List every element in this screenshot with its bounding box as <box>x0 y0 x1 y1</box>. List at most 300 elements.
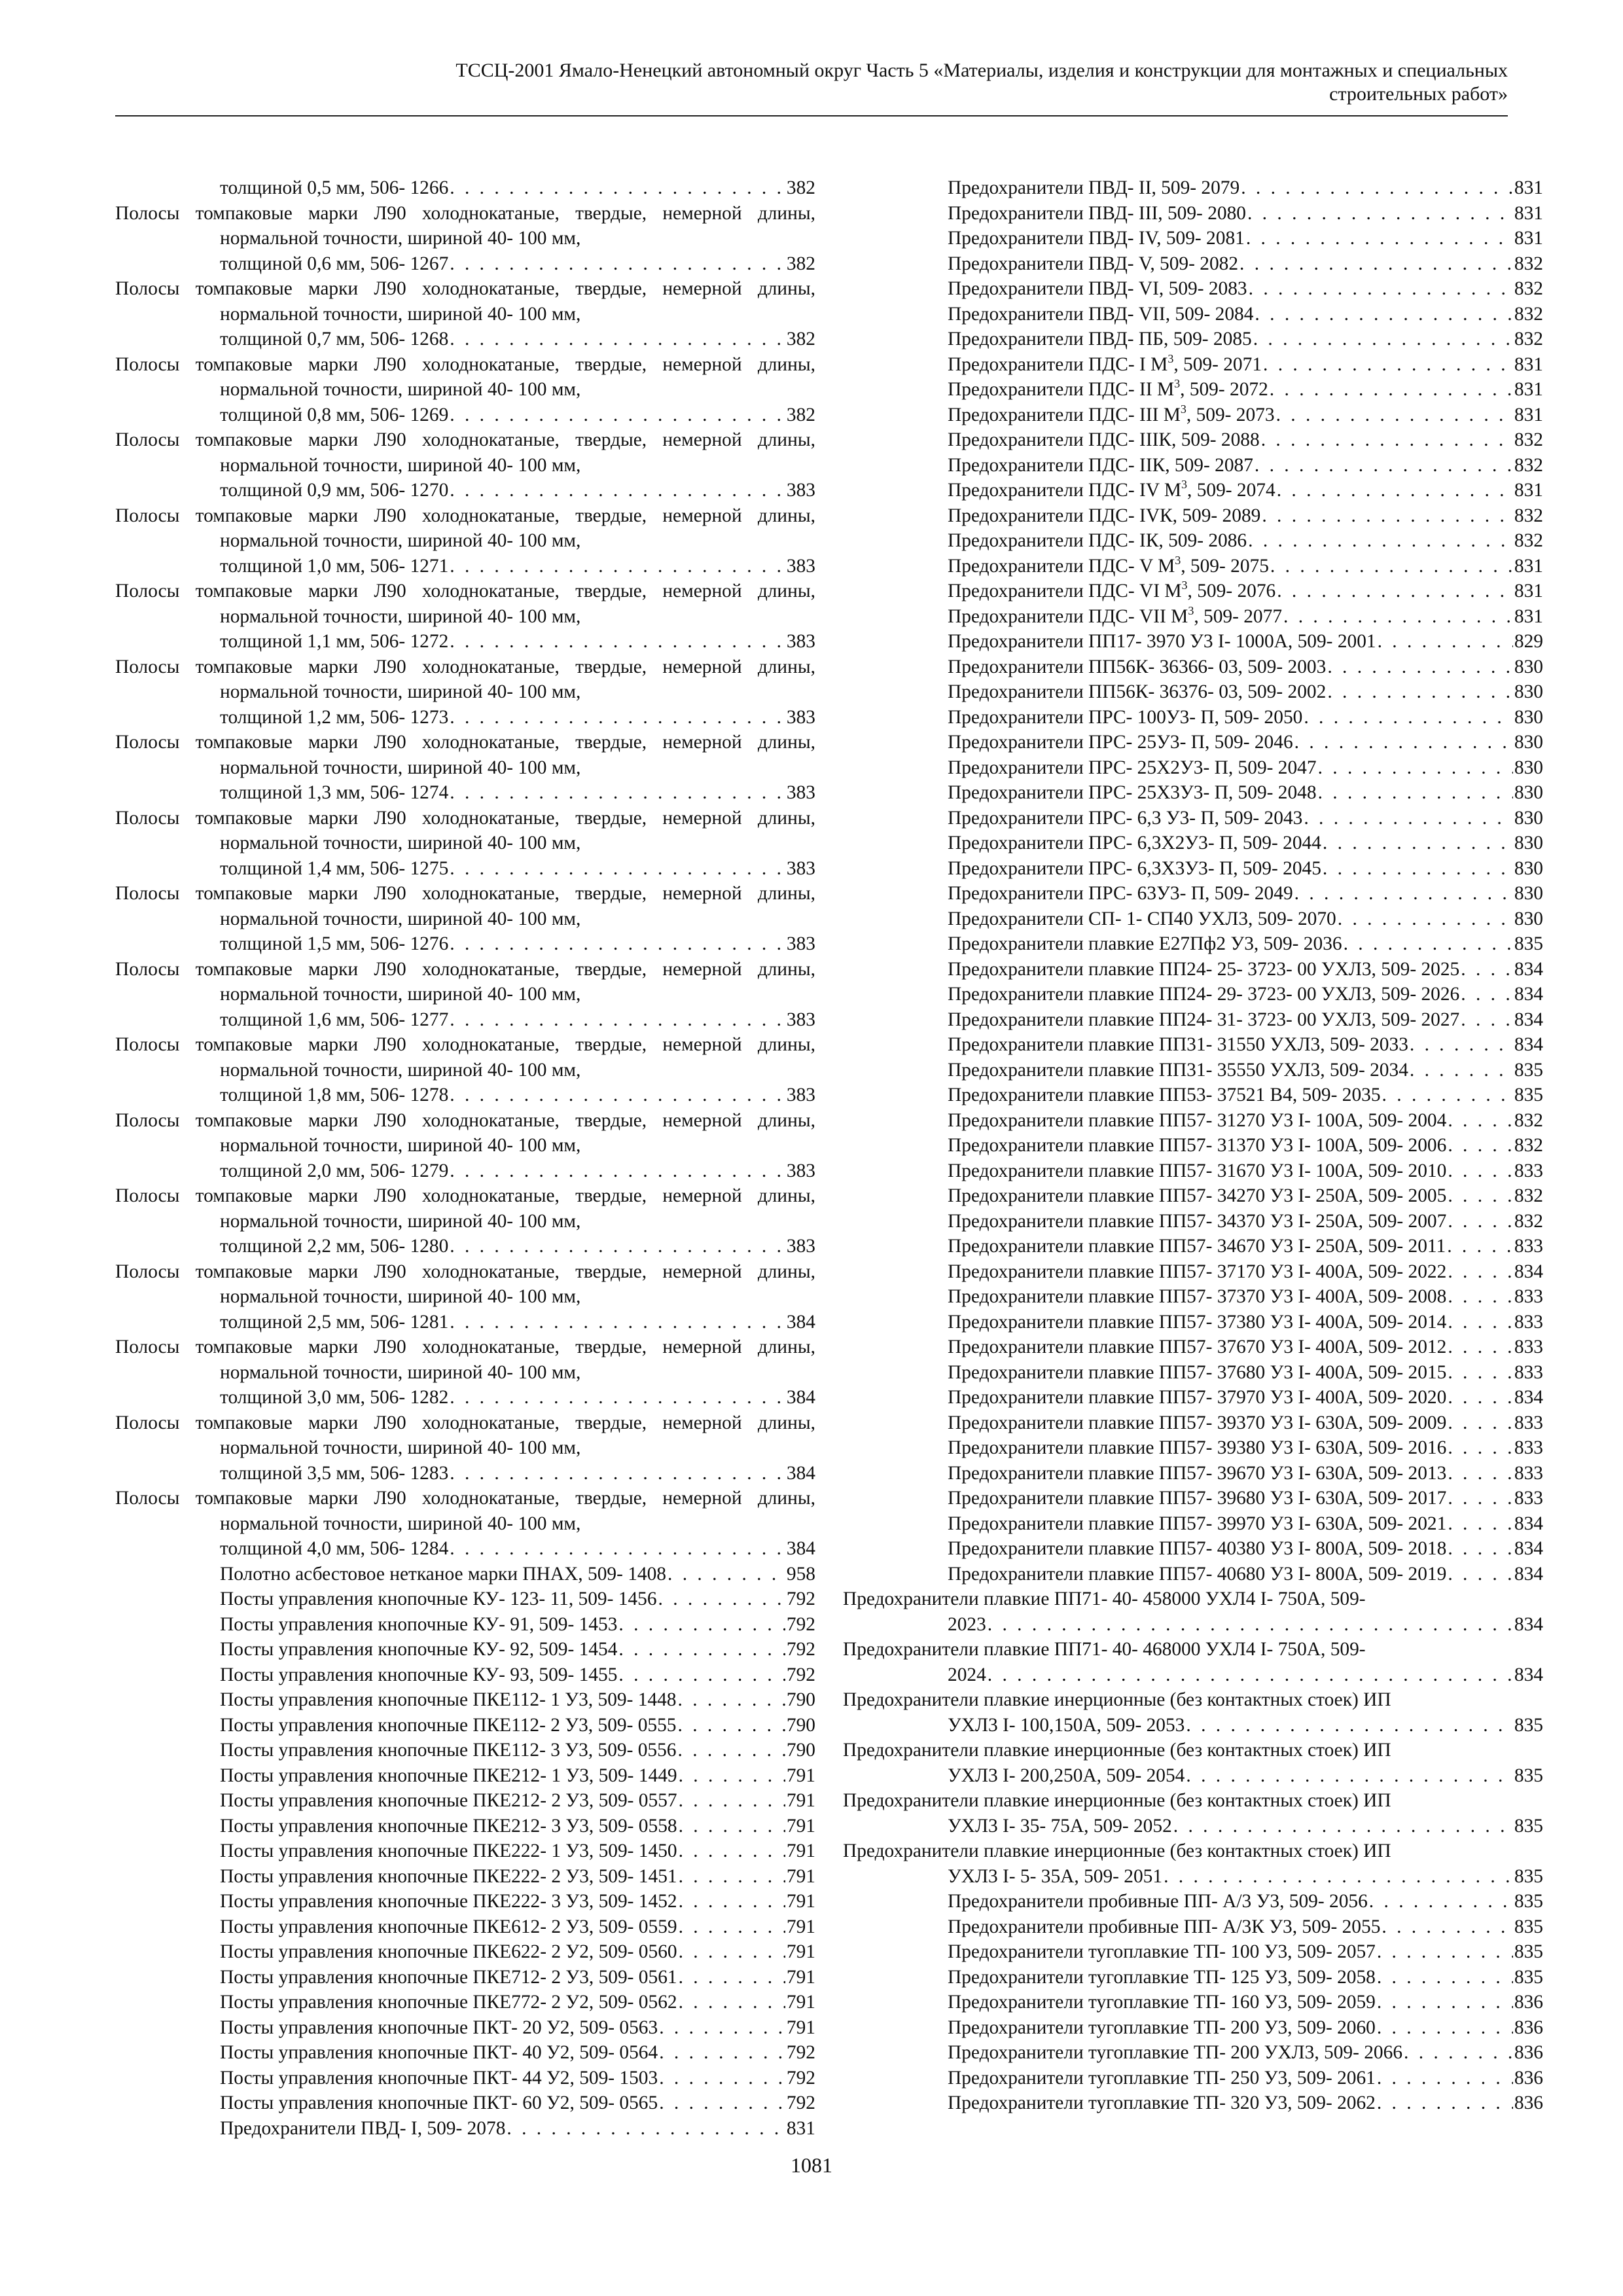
entry-line <box>948 1914 1543 1940</box>
superscript: 3 <box>1188 603 1194 617</box>
entry-line <box>220 1965 815 1990</box>
entry-page-number: 831 <box>786 2117 815 2139</box>
entry-title: Предохранители плавкие ПП57- 34670 У3 I- 250А, 509- 2011 <box>948 1236 1446 1257</box>
dot-leader <box>450 1007 785 1033</box>
dot-leader <box>1344 931 1513 957</box>
index-entry <box>115 1662 815 1688</box>
entry-page-number: 791 <box>786 1840 815 1861</box>
entry-page-number: 835 <box>1514 1059 1543 1081</box>
index-entry <box>843 175 1543 201</box>
index-entry <box>115 1032 815 1108</box>
entry-text <box>948 1410 1446 1436</box>
entry-lead-text: Полосы томпаковые марки Л90 холоднокатаные, твердые, немерной длины, нормальной точности, шириной 40- 100 мм, <box>115 1109 815 1156</box>
entry-line <box>948 906 1543 932</box>
entry-line <box>220 1310 815 1335</box>
entry-lead-text: Полосы томпаковые марки Л90 холоднокатаные, твердые, немерной длины, нормальной точности, шириной 40- 100 мм, <box>115 278 815 325</box>
dot-leader <box>1277 579 1513 604</box>
entry-text <box>948 780 1317 806</box>
entry-title: Предохранители плавкие ПП57- 37170 У3 I- 400А, 509- 2022 <box>948 1261 1447 1282</box>
index-entry <box>843 1562 1543 1587</box>
entry-text <box>948 453 1253 478</box>
entry-code: , 509- 2076 <box>1187 581 1276 601</box>
entry-page-number: 833 <box>1514 1236 1543 1257</box>
entry-title: Предохранители плавкие ПП57- 37380 У3 I- 400А, 509- 2014 <box>948 1311 1447 1333</box>
entry-title: толщиной 0,8 мм, 506- 1269 <box>220 404 449 425</box>
entry-page-number: 832 <box>1514 303 1543 325</box>
entry-text <box>948 1562 1446 1587</box>
entry-title: толщиной 3,0 мм, 506- 1282 <box>220 1387 449 1408</box>
dot-leader <box>1255 453 1513 478</box>
entry-text <box>948 554 1269 579</box>
entry-page-number: 958 <box>786 1563 815 1585</box>
index-entry <box>115 1965 815 1990</box>
dot-leader <box>679 1965 785 1990</box>
entry-page-number: 835 <box>1514 1815 1543 1837</box>
entry-page-number: 384 <box>786 1311 815 1333</box>
entry-code: , 509- 2073 <box>1186 404 1275 425</box>
entry-lead-text: Полосы томпаковые марки Л90 холоднокатаные, твердые, немерной длины, нормальной точности, шириной 40- 100 мм, <box>115 656 815 702</box>
entry-title: толщиной 1,5 мм, 506- 1276 <box>220 933 449 954</box>
entry-title: толщиной 0,7 мм, 506- 1268 <box>220 329 449 350</box>
entry-line <box>948 1360 1543 1386</box>
entry-title: Полотно асбестовое нетканое марки ПНАХ, 509- 1408 <box>220 1563 666 1585</box>
entry-page-number: 830 <box>1514 833 1543 853</box>
entry-line <box>220 1788 815 1814</box>
entry-text <box>948 2040 1402 2066</box>
dot-leader <box>678 1738 785 1763</box>
index-entry <box>115 2015 815 2041</box>
entry-page-number: 836 <box>1514 2092 1543 2113</box>
dot-leader <box>1369 1889 1513 1914</box>
index-entry <box>843 276 1543 302</box>
entry-title: Предохранители ПДС- I М <box>948 353 1168 375</box>
dot-leader <box>988 1662 1513 1688</box>
entry-title: Предохранители ПРС- 25Х3У3- П, 509- 2048 <box>948 782 1317 803</box>
entry-title: Предохранители ПДС- III М <box>948 404 1181 425</box>
entry-title: Посты управления кнопочные ПКЕ112- 3 У3, 509- 0556 <box>220 1740 677 1761</box>
entry-text <box>948 1133 1446 1158</box>
entry-line <box>948 1612 1543 1638</box>
dot-leader <box>678 1687 785 1713</box>
entry-title: толщиной 1,6 мм, 506- 1277 <box>220 1009 449 1030</box>
dot-leader <box>450 1461 785 1486</box>
index-entry <box>115 1612 815 1638</box>
entry-line <box>220 2116 815 2142</box>
entry-line <box>948 982 1543 1007</box>
index-entry <box>843 201 1543 226</box>
entry-line <box>220 1536 815 1562</box>
entry-text <box>948 528 1247 554</box>
entry-text <box>948 403 1275 428</box>
entry-page-number: 832 <box>1514 454 1543 476</box>
entry-title: Предохранители ПРС- 100У3- П, 509- 2050 <box>948 706 1303 728</box>
dot-leader <box>1410 1058 1513 1083</box>
dot-leader <box>679 1914 785 1940</box>
entry-title: Предохранители ПРС- 6,3Х3У3- П, 509- 2045 <box>948 857 1321 879</box>
index-entry <box>115 1738 815 1763</box>
entry-lead-text: Предохранители плавкие инерционные (без контактных стоек) ИП <box>843 1689 1391 1710</box>
entry-text <box>948 1914 1380 1940</box>
entry-title: Предохранители ПВД- V, 509- 2082 <box>948 253 1239 274</box>
index-entry <box>115 1108 815 1184</box>
entry-line <box>220 1612 815 1638</box>
entry-page-number: 834 <box>1514 1563 1543 1585</box>
entry-title: Посты управления кнопочные ПКЕ212- 3 У3, 509- 0558 <box>220 1815 677 1837</box>
index-entry <box>843 478 1543 503</box>
entry-line <box>948 1939 1543 1965</box>
entry-text <box>948 1814 1172 1839</box>
dot-leader <box>450 931 785 957</box>
entry-line <box>948 1108 1543 1134</box>
entry-title: Посты управления кнопочные ПКЕ212- 1 У3, 509- 1449 <box>220 1765 677 1786</box>
index-entry <box>843 302 1543 327</box>
entry-title: толщиной 1,2 мм, 506- 1273 <box>220 706 449 728</box>
entry-line <box>220 1939 815 1965</box>
entry-text <box>948 1965 1376 1990</box>
index-entry <box>843 2090 1543 2116</box>
entry-title: Посты управления кнопочные ПКЕ772- 2 У2, 509- 0562 <box>220 1992 677 2013</box>
entry-line <box>220 403 815 428</box>
entry-text <box>948 1058 1408 1083</box>
entry-title: Предохранители ПДС- VI М <box>948 581 1182 601</box>
entry-title: Посты управления кнопочные КУ- 92, 509- 1454 <box>220 1639 618 1660</box>
entry-title: Предохранители ПП17- 3970 У3 I- 1000А, 509- 2001 <box>948 631 1376 652</box>
entry-line <box>948 1209 1543 1234</box>
entry-page-number: 835 <box>1514 1865 1543 1887</box>
entry-text <box>948 1385 1446 1410</box>
dot-leader <box>450 856 785 882</box>
index-entry <box>843 679 1543 705</box>
dot-leader <box>668 1562 785 1587</box>
entry-title: УХЛ3 I- 200,250А, 509- 2054 <box>948 1765 1185 1786</box>
entry-title: Предохранители тугоплавкие ТП- 320 У3, 509- 2062 <box>948 2092 1376 2113</box>
entry-text <box>948 1108 1446 1134</box>
index-entry <box>843 579 1543 604</box>
dot-leader <box>450 251 785 277</box>
entry-text <box>948 276 1247 302</box>
entry-text <box>220 2066 658 2091</box>
entry-line <box>948 1662 1543 1688</box>
entry-text <box>948 1335 1446 1360</box>
entry-title: Предохранители плавкие ПП57- 31670 У3 I- 100А, 509- 2010 <box>948 1160 1447 1181</box>
entry-text <box>220 1864 677 1890</box>
entry-page-number: 830 <box>1514 732 1543 753</box>
entry-page-number: 791 <box>786 1992 815 2013</box>
entry-text <box>948 806 1302 831</box>
dot-leader <box>1270 377 1513 403</box>
entry-title: Посты управления кнопочные ПКЕ112- 2 У3, 509- 0555 <box>220 1714 677 1736</box>
entry-title: Предохранители плавкие ПП24- 25- 3723- 00 УХЛ3, 509- 2025 <box>948 958 1460 980</box>
entry-title: Предохранители пробивные ПП- А/3 У3, 509- 2056 <box>948 1891 1368 1912</box>
entry-line <box>948 1814 1543 1839</box>
entry-line <box>948 1234 1543 1259</box>
index-entry <box>843 554 1543 579</box>
index-entry <box>843 831 1543 856</box>
entry-title: Предохранители плавкие ПП57- 37970 У3 I- 400А, 509- 2020 <box>948 1387 1447 1408</box>
entry-line <box>220 2015 815 2041</box>
dot-leader <box>1448 1183 1513 1209</box>
index-entry <box>115 806 815 882</box>
entry-title: Предохранители плавкие ПП57- 40380 У3 I- 800А, 509- 2018 <box>948 1538 1447 1559</box>
dot-leader <box>679 1763 785 1789</box>
entry-text <box>948 1284 1446 1310</box>
superscript: 3 <box>1181 579 1188 592</box>
index-entry <box>115 427 815 503</box>
entry-line <box>948 453 1543 478</box>
index-entry <box>843 1133 1543 1158</box>
entry-title: Посты управления кнопочные ПКЕ222- 2 У3, 509- 1451 <box>220 1865 677 1887</box>
entry-text <box>948 1183 1446 1209</box>
entry-text <box>948 655 1326 680</box>
index-entry <box>115 1183 815 1259</box>
entry-page-number: 832 <box>1514 429 1543 450</box>
entry-text <box>220 2090 658 2116</box>
index-entry <box>843 906 1543 932</box>
header-line-2: строительных работ» <box>1329 83 1508 105</box>
entry-line <box>948 931 1543 957</box>
index-entry <box>843 1637 1543 1687</box>
entry-text <box>220 175 448 201</box>
index-entry <box>843 1310 1543 1335</box>
entry-lead-text: Полосы томпаковые марки Л90 холоднокатаные, твердые, немерной длины, нормальной точности, шириной 40- 100 мм, <box>115 202 815 249</box>
index-entry <box>843 1007 1543 1033</box>
entry-page-number: 792 <box>786 1664 815 1685</box>
entry-text <box>948 251 1238 277</box>
entry-page-number: 382 <box>786 404 815 425</box>
entry-page-number: 792 <box>786 1613 815 1635</box>
index-entry <box>843 982 1543 1007</box>
entry-line <box>220 1687 815 1713</box>
entry-page-number: 791 <box>786 1916 815 1937</box>
superscript: 3 <box>1168 351 1174 365</box>
entry-page-number: 835 <box>1514 933 1543 954</box>
index-entry <box>843 2015 1543 2041</box>
index-entry <box>115 1259 815 1335</box>
entry-lead-text: Предохранители плавкие инерционные (без контактных стоек) ИП <box>843 1840 1391 1861</box>
entry-title: Посты управления кнопочные ПКЕ112- 1 У3, 509- 1448 <box>220 1689 677 1710</box>
entry-text <box>220 1234 448 1259</box>
dot-leader <box>1323 831 1513 856</box>
entry-title: Посты управления кнопочные КУ- 123- 11, 509- 1456 <box>220 1588 657 1609</box>
index-entry <box>843 1385 1543 1410</box>
dot-leader <box>450 705 785 730</box>
entry-page-number: 792 <box>786 2067 815 2089</box>
entry-text <box>220 327 448 352</box>
entry-title: Предохранители ПДС- V М <box>948 555 1175 577</box>
dot-leader <box>679 1939 785 1965</box>
index-entry <box>843 2066 1543 2091</box>
entry-line <box>220 856 815 882</box>
superscript: 3 <box>1175 553 1181 567</box>
dot-leader <box>1249 276 1513 302</box>
dot-leader <box>1448 1335 1513 1360</box>
dot-leader <box>1270 554 1513 579</box>
entry-line <box>948 806 1543 831</box>
entry-line <box>220 1637 815 1662</box>
entry-title: Предохранители плавкие ПП53- 37521 В4, 509- 2035 <box>948 1085 1381 1105</box>
entry-line <box>948 629 1543 655</box>
entry-page-number: 790 <box>786 1714 815 1736</box>
dot-leader <box>1410 1032 1513 1058</box>
entry-title: Посты управления кнопочные ПКЕ222- 3 У3, 509- 1452 <box>220 1891 677 1912</box>
entry-text <box>948 427 1260 453</box>
entry-line <box>948 352 1543 378</box>
entry-title: Предохранители тугоплавкие ТП- 250 У3, 509- 2061 <box>948 2067 1376 2089</box>
entry-title: Предохранители плавкие ПП57- 34270 У3 I- 250А, 509- 2005 <box>948 1185 1447 1206</box>
entry-text <box>948 1310 1446 1335</box>
index-entry <box>843 377 1543 403</box>
entry-page-number: 383 <box>786 480 815 501</box>
entry-page-number: 792 <box>786 1588 815 1609</box>
index-entry <box>843 528 1543 554</box>
entry-page-number: 834 <box>1514 1664 1543 1685</box>
entry-title: Предохранители плавкие ПП57- 37370 У3 I- 400А, 509- 2008 <box>948 1286 1447 1307</box>
dot-leader <box>1448 1385 1513 1410</box>
entry-text <box>948 1990 1376 2015</box>
dot-leader <box>659 2066 785 2091</box>
index-entry <box>115 1687 815 1713</box>
superscript: 3 <box>1181 478 1187 491</box>
entry-text <box>948 1158 1446 1184</box>
entry-title: толщиной 3,5 мм, 506- 1283 <box>220 1462 449 1484</box>
dot-leader <box>618 1612 785 1638</box>
dot-leader <box>1461 957 1513 982</box>
entry-page-number: 832 <box>1514 1109 1543 1131</box>
entry-title: Предохранители плавкие ПП57- 39380 У3 I- 630А, 509- 2016 <box>948 1437 1447 1458</box>
entry-text <box>220 2015 658 2041</box>
entry-line <box>220 931 815 957</box>
entry-text <box>220 2116 505 2142</box>
index-entry <box>115 1486 815 1562</box>
entry-text <box>948 175 1240 201</box>
entry-title: Посты управления кнопочные ПКТ- 60 У2, 509- 0565 <box>220 2092 658 2113</box>
entry-page-number: 832 <box>1514 505 1543 526</box>
entry-page-number: 383 <box>786 631 815 652</box>
superscript: 3 <box>1174 377 1181 390</box>
entry-text <box>220 1788 677 1814</box>
entry-line <box>948 1007 1543 1033</box>
entry-title: Посты управления кнопочные ПКЕ622- 2 У2, 509- 0560 <box>220 1941 677 1962</box>
entry-line <box>948 2015 1543 2041</box>
index-entry <box>843 1990 1543 2015</box>
entry-text <box>220 931 448 957</box>
entry-line <box>220 1763 815 1789</box>
entry-line <box>948 1158 1543 1184</box>
dot-leader <box>450 1536 785 1562</box>
entry-line <box>948 1889 1543 1914</box>
entry-text <box>220 1562 666 1587</box>
entry-page-number: 791 <box>786 1966 815 1988</box>
entry-line <box>220 705 815 730</box>
entry-line <box>948 1864 1543 1890</box>
entry-lead-text: Предохранители плавкие ПП71- 40- 468000 УХЛ4 I- 750А, 509- <box>843 1639 1366 1660</box>
dot-leader <box>1247 201 1513 226</box>
index-entry <box>843 1536 1543 1562</box>
entry-title: Предохранители плавкие ПП57- 37670 У3 I- 400А, 509- 2012 <box>948 1336 1447 1357</box>
entry-page-number: 830 <box>1514 883 1543 904</box>
dot-leader <box>1448 1410 1513 1436</box>
entry-line <box>948 856 1543 882</box>
entry-text <box>948 1234 1446 1259</box>
entry-line <box>220 1385 815 1410</box>
running-header <box>115 59 1508 106</box>
dot-leader <box>1318 755 1513 781</box>
dot-leader <box>618 1637 785 1662</box>
entry-lead-text: Полосы томпаковые марки Л90 холоднокатаные, твердые, немерной длины, нормальной точности, шириной 40- 100 мм, <box>115 1185 815 1232</box>
entry-text <box>220 554 448 579</box>
entry-title: Предохранители тугоплавкие ТП- 200 У3, 509- 2060 <box>948 2017 1376 2038</box>
entry-title: толщиной 1,3 мм, 506- 1274 <box>220 782 449 803</box>
entry-line <box>220 478 815 503</box>
entry-lead-text: Полосы томпаковые марки Л90 холоднокатаные, твердые, немерной длины, нормальной точности, шириной 40- 100 мм, <box>115 429 815 476</box>
entry-line <box>220 1562 815 1587</box>
index-column-left <box>115 175 815 2141</box>
entry-line <box>948 1410 1543 1436</box>
index-entry <box>843 1360 1543 1386</box>
entry-page-number: 830 <box>1514 681 1543 702</box>
entry-line <box>948 1965 1543 1990</box>
entry-line <box>948 604 1543 630</box>
entry-page-number: 830 <box>1514 807 1543 829</box>
entry-page-number: 383 <box>786 1160 815 1181</box>
index-entry <box>843 1965 1543 1990</box>
entry-text <box>948 856 1321 882</box>
entry-title: толщиной 0,5 мм, 506- 1266 <box>220 177 449 198</box>
entry-page-number: 790 <box>786 1740 815 1761</box>
index-entry <box>843 1335 1543 1360</box>
entry-page-number: 836 <box>1514 1992 1543 2013</box>
index-entry <box>115 655 815 730</box>
dot-leader <box>450 629 785 655</box>
dot-leader <box>658 1587 785 1612</box>
entry-title: Предохранители ПДС- VII М <box>948 605 1188 627</box>
entry-text <box>220 1612 617 1638</box>
entry-title: Предохранители ПВД- VII, 509- 2084 <box>948 303 1254 325</box>
index-entry <box>843 629 1543 655</box>
entry-title: Предохранители плавкие Е27Пф2 У3, 509- 2036 <box>948 933 1342 954</box>
entry-title: Предохранители плавкие ПП57- 39670 У3 I- 630А, 509- 2013 <box>948 1462 1447 1484</box>
entry-lead-text: Предохранители плавкие инерционные (без контактных стоек) ИП <box>843 1790 1391 1811</box>
entry-text <box>220 1083 448 1108</box>
entry-text <box>948 1461 1446 1486</box>
entry-text <box>948 1486 1446 1511</box>
entry-line <box>948 1486 1543 1511</box>
entry-line <box>948 1536 1543 1562</box>
index-entry <box>115 1410 815 1486</box>
entry-page-number: 791 <box>786 1765 815 1786</box>
dot-leader <box>678 1713 785 1738</box>
index-entry <box>843 1687 1543 1738</box>
entry-text <box>948 503 1260 529</box>
entry-title: Предохранители ПДС- II М <box>948 379 1175 400</box>
entry-text <box>220 1814 677 1839</box>
index-entry <box>843 856 1543 882</box>
entry-title: Предохранители ПДС- IIК, 509- 2087 <box>948 454 1253 476</box>
entry-text <box>220 403 448 428</box>
entry-line <box>948 478 1543 503</box>
index-entry <box>115 2090 815 2116</box>
dot-leader <box>1448 1284 1513 1310</box>
index-entry <box>843 1486 1543 1511</box>
entry-text <box>948 957 1459 982</box>
entry-page-number: 829 <box>1514 631 1543 652</box>
entry-page-number: 835 <box>1514 1765 1543 1786</box>
index-entry <box>843 327 1543 352</box>
entry-text <box>948 327 1252 352</box>
entry-text <box>948 352 1262 378</box>
dot-leader <box>1186 1763 1513 1789</box>
entry-line <box>220 2090 815 2116</box>
